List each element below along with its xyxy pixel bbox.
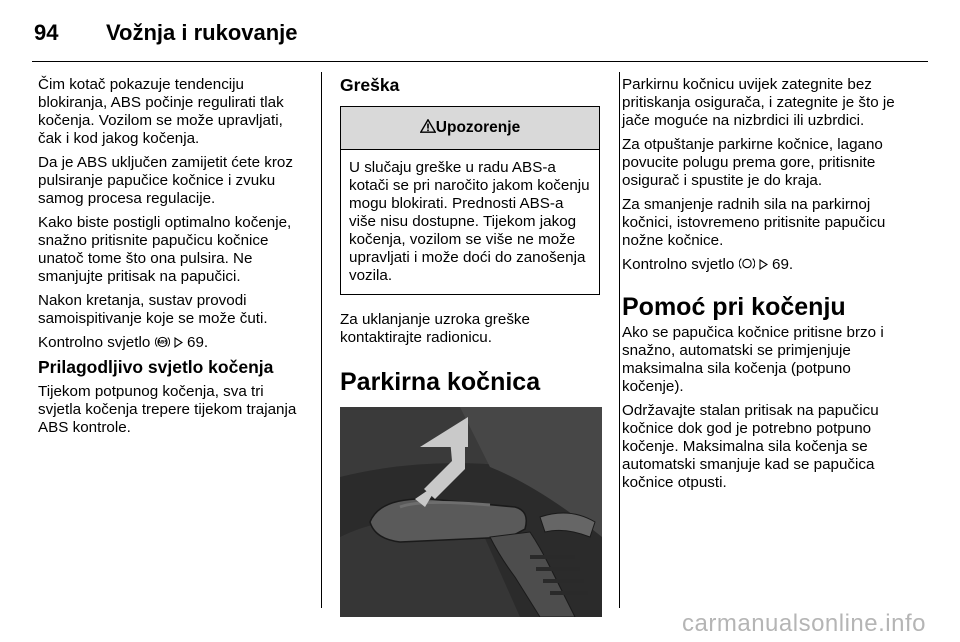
brake-warning-light-icon — [739, 256, 755, 273]
indicator-label: Kontrolno svjetlo — [622, 256, 735, 273]
column-left — [38, 76, 308, 443]
page-number: 94 — [34, 20, 59, 45]
warning-triangle-icon — [420, 119, 436, 136]
warning-header — [341, 107, 599, 150]
paragraph: Tijekom potpunog kočenja, sva tri svjetla kočenja trepere tijekom trajanja ABS kontrole. — [38, 383, 297, 436]
paragraph: Za otpuštanje parkirne kočnice, lagano povucite polugu prema gore, pritisnite osigurač i spustite je do kraja. — [622, 136, 883, 189]
paragraph: Kako biste postigli optimalno kočenje, snažno pritisnite papučicu kočnice unatoč tome što ona pulsira. Ne smanjujte pritisak na papučici. — [38, 214, 292, 285]
abs-warning-light-icon — [155, 334, 170, 351]
reference-arrow-icon[interactable] — [759, 256, 768, 273]
section-heading: Pomoć pri kočenju — [622, 293, 846, 321]
paragraph: Da je ABS uključen zamijetit ćete kroz pulsiranje papučice kočnice i zvuku samog procesa regulacije. — [38, 154, 293, 207]
page-reference[interactable]: 69. — [187, 334, 209, 351]
paragraph: Čim kotač pokazuje tendenciju blokiranja, ABS počinje regulirati tlak kočenja. Vozilom se može upravljati, čak i kod jakog kočenja. — [38, 76, 284, 147]
paragraph: Nakon kretanja, sustav provodi samoispitivanje koje se može čuti. — [38, 292, 268, 327]
section-heading: Greška — [340, 75, 400, 95]
section-heading: Prilagodljivo svjetlo kočenja — [38, 357, 274, 377]
svg-text:ABS: ABS — [157, 339, 167, 345]
page-header — [34, 20, 298, 46]
column-right — [622, 76, 904, 498]
paragraph: Održavajte stalan pritisak na papučicu kočnice dok god je potrebno potpuno kočenje. Maksimalna sila kočenja se automatski smanjuje kad se papučica kočnice otpusti. — [622, 402, 879, 491]
paragraph: Ako se papučica kočnice pritisne brzo i snažno, automatski se primjenjuje maksimalna sila kočenja (potpuno kočenje). — [622, 324, 884, 395]
warning-title: Upozorenje — [435, 119, 521, 136]
indicator-label: Kontrolno svjetlo — [38, 334, 151, 351]
column-middle — [340, 76, 602, 617]
page-title: Vožnja i rukovanje — [106, 20, 298, 45]
paragraph: Za smanjenje radnih sila na parkirnoj kočnici, istovremeno pritisnite papučicu nožne kočnice. — [622, 196, 886, 249]
warning-text: U slučaju greške u radu ABS-a kotači se pri naročito jakom kočenju mogu blokirati. Prednosti ABS-a više nisu dostupne. Tijekom jakog kočenja, vozilom se više ne može upravljati i može doći do zanošenja vozila. — [349, 159, 590, 284]
parking-brake-illustration — [340, 407, 602, 617]
paragraph: Parkirnu kočnicu uvijek zategnite bez pritiskanja osigurača, i zategnite je što je jače moguće na nizbrdici ili uzbrdici. — [622, 76, 895, 129]
column-divider-2 — [619, 72, 620, 608]
reference-arrow-icon[interactable] — [174, 334, 183, 351]
warning-box — [340, 106, 600, 295]
column-divider-1 — [321, 72, 322, 608]
page-reference[interactable]: 69. — [772, 256, 794, 273]
paragraph-indicator-ref — [622, 256, 904, 274]
paragraph-indicator-ref — [38, 334, 308, 352]
section-heading: Parkirna kočnica — [340, 368, 541, 396]
paragraph: Za uklanjanje uzroka greške kontaktirajte radionicu. — [340, 311, 530, 346]
watermark: carmanualsonline.info — [682, 610, 926, 637]
header-rule — [32, 61, 928, 62]
